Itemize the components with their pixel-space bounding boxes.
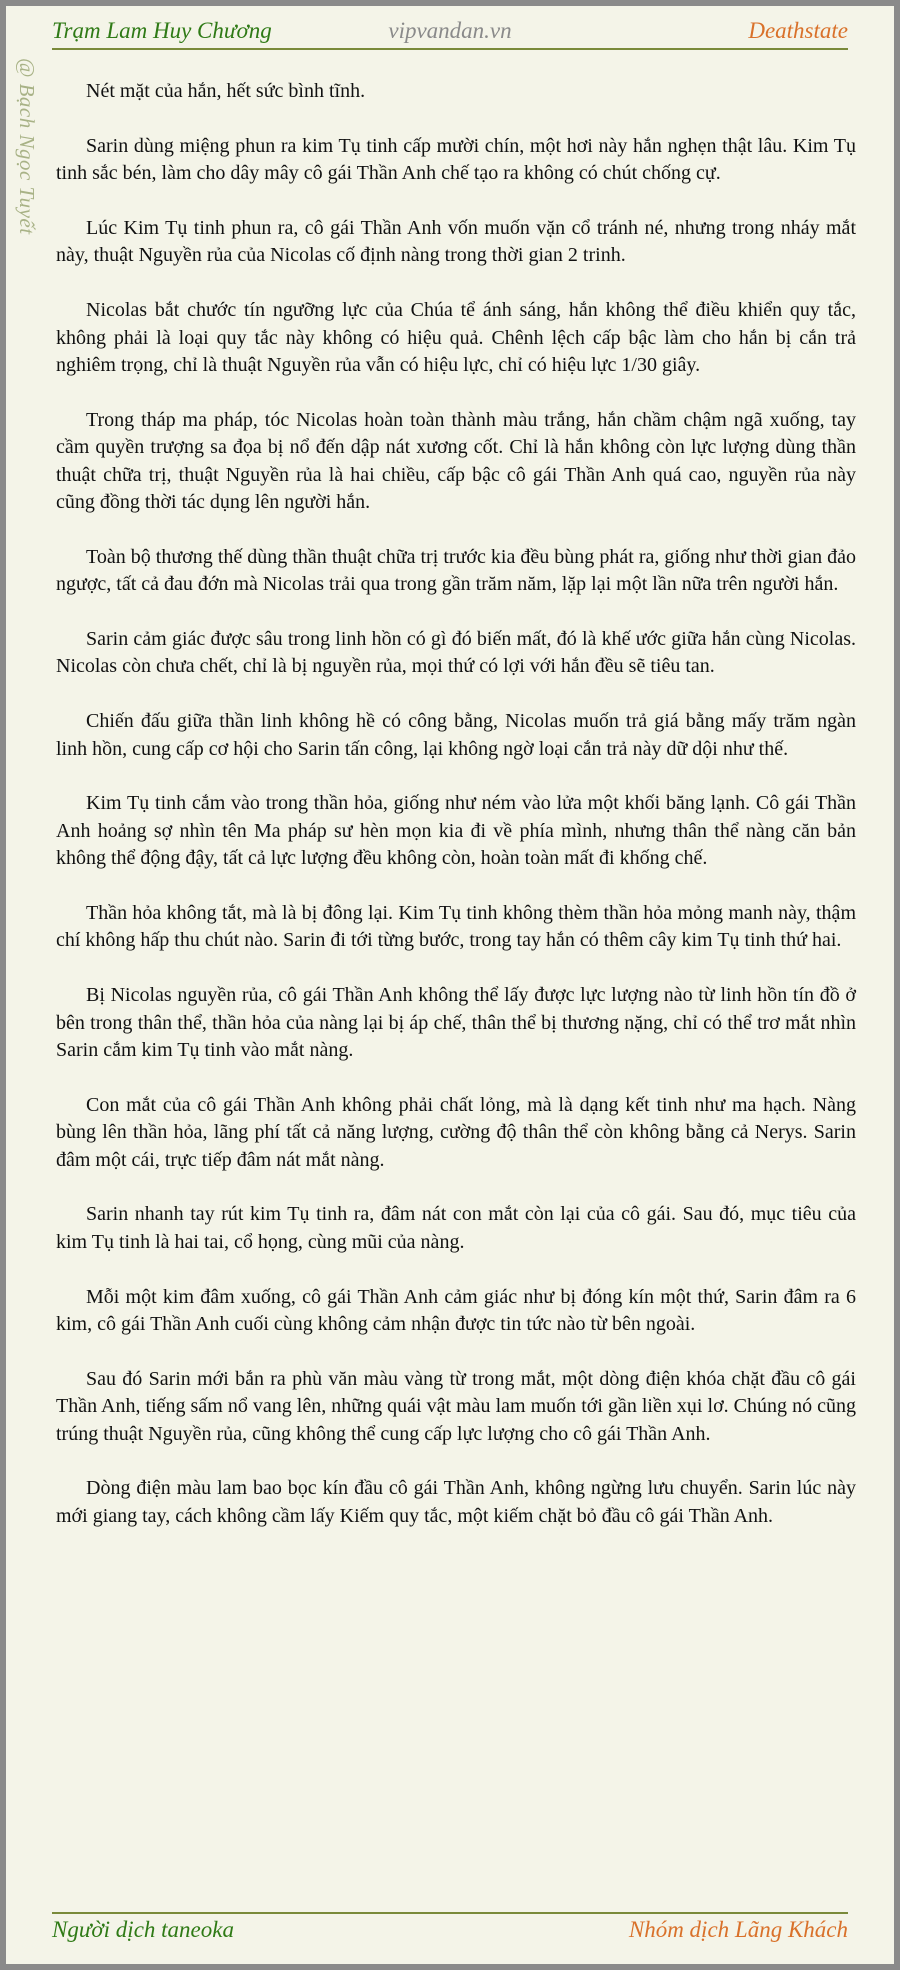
paragraph: Sau đó Sarin mới bắn ra phù văn màu vàng từ trong mắt, một dòng điện khóa chặt đầu cô gái Thần Anh, tiếng sấm nổ vang lên, những quái vật màu lam muốn tới gần liền xụi lơ. Chúng nó cũng trúng thuật Nguyền rủa, cũng không thể cung cấp lực lượng cho cô gái Thần Anh. xyxy=(56,1367,856,1445)
footer-group: Nhóm dịch Lãng Khách xyxy=(628,1917,848,1942)
paragraph: Nét mặt của hắn, hết sức bình tĩnh. xyxy=(86,80,366,102)
paragraph: Dòng điện màu lam bao bọc kín đầu cô gái Thần Anh, không ngừng lưu chuyển. Sarin lúc này mới giang tay, cách không cầm lấy Kiếm quy tắc, một kiếm chặt bỏ đầu cô gái Thần Anh. xyxy=(56,1477,856,1527)
paragraph: Sarin dùng miệng phun ra kim Tụ tinh cấp mười chín, một hơi này hắn nghẹn thật lâu. Kim Tụ tinh sắc bén, làm cho dây mây cô gái Thần Anh chế tạo ra không có chút chống cự. xyxy=(56,134,856,185)
header-book-title: Trạm Lam Huy Chương xyxy=(52,18,272,43)
paragraph: Mỗi một kim đâm xuống, cô gái Thần Anh cảm giác như bị đóng kín một thứ, Sarin đâm ra 6 kim, cô gái Thần Anh cuối cùng không cảm nhận được tin tức nào từ bên ngoài. xyxy=(56,1285,856,1336)
paragraph: Bị Nicolas nguyền rủa, cô gái Thần Anh không thể lấy được lực lượng nào từ linh hồn tín đồ ở bên trong thân thể, thần hỏa của nàng lại bị áp chế, thân thể bị thương nặng, chỉ có thể trơ mắt nhìn Sarin cắm kim Tụ tinh vào mắt nàng. xyxy=(56,984,856,1062)
paragraph: Chiến đấu giữa thần linh không hề có công bằng, Nicolas muốn trả giá bằng mấy trăm ngàn linh hồn, cung cấp cơ hội cho Sarin tấn công, lại không ngờ loại cắn trả này dữ dội như thế. xyxy=(56,710,856,760)
paragraph: Sarin cảm giác được sâu trong linh hồn có gì đó biến mất, đó là khế ước giữa hắn cùng Nicolas. Nicolas còn chưa chết, chỉ là bị nguyền rủa, mọi thứ có lợi với hắn đều sẽ tiêu tan. xyxy=(56,628,856,678)
side-watermark: @ Bạch Ngọc Tuyết xyxy=(15,58,39,235)
footer-translator: Người dịch taneoka xyxy=(52,1917,234,1942)
paragraph: Nicolas bắt chước tín ngưỡng lực của Chúa tể ánh sáng, hắn không thể điều khiển quy tắc, không phải là loại quy tắc này không có hiệu quả. Chênh lệch cấp bậc làm cho hắn bị cắn trả nghiêm trọng, chỉ là thuật Nguyền rủa vẫn có hiệu lực, chỉ có hiệu lực 1/30 giây. xyxy=(56,299,856,377)
paragraph: Thần hỏa không tắt, mà là bị đông lại. Kim Tụ tinh không thèm thần hỏa mỏng manh này, thậm chí không hấp thu chút nào. Sarin đi tới từng bước, trong tay hắn có thêm cây kim Tụ tinh thứ hai. xyxy=(56,902,856,952)
paragraph: Toàn bộ thương thế dùng thần thuật chữa trị trước kia đều bùng phát ra, giống như thời gian đảo ngược, tất cả đau đớn mà Nicolas trải qua trong gần trăm năm, lặp lại một lần nữa trên người hắn. xyxy=(56,545,856,596)
paragraph: Con mắt của cô gái Thần Anh không phải chất lỏng, mà là dạng kết tinh như ma hạch. Nàng bùng lên thần hỏa, lãng phí tất cả năng lượng, cường độ thân thể còn không bằng cả Nerys. Sarin đâm một cái, trực tiếp đâm nát mắt nàng. xyxy=(56,1093,856,1171)
page-footer xyxy=(52,1912,848,1946)
header-author: Deathstate xyxy=(748,18,848,43)
paragraph: Sarin nhanh tay rút kim Tụ tinh ra, đâm nát con mắt còn lại của cô gái. Sau đó, mục tiêu của kim Tụ tinh là hai tai, cổ họng, cùng mũi của nàng. xyxy=(56,1203,856,1253)
paragraph: Kim Tụ tinh cắm vào trong thần hỏa, giống như ném vào lửa một khối băng lạnh. Cô gái Thần Anh hoảng sợ nhìn tên Ma pháp sư hèn mọn kia đi về phía mình, nhưng thân thể nàng căn bản không thể động đậy, tất cả lực lượng đều không còn, hoàn toàn mất đi khống chế. xyxy=(56,792,856,870)
paragraph: Lúc Kim Tụ tinh phun ra, cô gái Thần Anh vốn muốn vặn cổ tránh né, nhưng trong nháy mắt này, thuật Nguyền rủa của Nicolas cố định nàng trong thời gian 2 trinh. xyxy=(56,217,856,267)
chapter-text xyxy=(56,78,856,1558)
paragraph: Trong tháp ma pháp, tóc Nicolas hoàn toàn thành màu trắng, hắn chầm chậm ngã xuống, tay cầm quyền trượng sa đọa bị nổ đến dập nát xương cốt. Chỉ là hắn không còn lực lượng dùng thần thuật chữa trị, thuật Nguyền rủa là hai chiều, cấp bậc cô gái Thần Anh quá cao, nguyền rủa này cũng đồng thời tác dụng lên người hắn. xyxy=(56,408,856,514)
header-website: vipvandan.vn xyxy=(388,18,512,43)
page-header xyxy=(52,14,848,50)
